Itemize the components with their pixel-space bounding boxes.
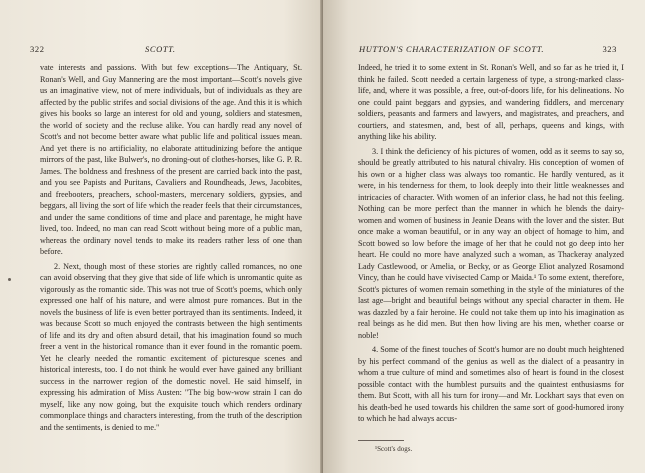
right-page [323, 0, 645, 473]
paragraph: 3. I think the deficiency of his pictures of women, odd as it seems to say so, should be greatly attributed to his natural chivalry. His conception of women of his own or a higher class was always too romantic. He hardly ventured, as it were, in his tenderness for them, to look deeply into their little weaknesses and intricacies of character. With women of an inferior class, he had not this feeling. Nothing can be more perfect than the manner in which he blends the dairy-women and women of business in Jeanie Deans with the lover and the sister. But once make a woman beautiful, or in any way an object of homage to him, and Scott bowed so low before the image of her that he could not go deep into her heart. He could no more have analyzed such a woman, as Thackeray analyzed Lady Castlewood, or Amelia, or Becky, or as George Eliot analyzed Rosamond Vincy, than he could have vivisected Camp or Maida.¹ To some extent, therefore, Scott's pictures of women remain something in the style of the miniatures of the last age—bright and beautiful beings without any special character in them. He was dazzled by a fair heroine. He could not take them up into his imagination as real beings as he did men. But then how living are his men, whether coarse or noble! [358, 146, 624, 340]
left-running-head: SCOTT. [145, 44, 176, 54]
right-page-number: 323 [602, 44, 617, 54]
left-page-number: 322 [30, 44, 45, 54]
paragraph: 2. Next, though most of these stories are rightly called romances, no one can avoid observing that they give that side of life which is unromantic quite as vigorously as the romantic side. This was not true of Scott's poems, which only expressed one half of his nature, and were almost pure romances. But in the novels the business of life is even better portrayed than its sentiments. Indeed, it was because Scott so much enjoyed the contrasts between the high sentiments of life and its dry and often absurd detail, that his imagination found so much freer a vent in the historical romance than it ever found in the romantic poem. Yet he clearly needed the romantic excitement of picturesque scenes and historical interests, too. I do not think he would ever have gained any brilliant success in the narrower region of the domestic novel. He said himself, in expressing his admiration of Miss Austen: "The big bow-wow strain I can do myself, like any now going, but the exquisite touch which renders ordinary commonplace things and characters interesting, from the truth of the description and the sentiments, is denied to me." [40, 261, 302, 432]
paragraph: Indeed, he tried it to some extent in St. Ronan's Well, and so far as he tried it, I think he failed. Scott needed a certain largeness of type, a strong-marked class-life, and, where it was possible, a free, out-of-doors life, for his delineations. No one could paint beggars and gypsies, and wandering fiddlers, and mercenary soldiers, peasants and farmers and lawyers, and magistrates, and preachers, and courtiers, and statesmen, and, best of all, perhaps, queens and kings, with anything like his ability. [358, 63, 624, 141]
left-page-body [40, 62, 302, 433]
right-running-head: HUTTON'S CHARACTERIZATION OF SCOTT. [359, 44, 545, 54]
page-mark [8, 278, 11, 281]
footnote: ¹Scott's dogs. [375, 445, 413, 453]
paragraph: 4. Some of the finest touches of Scott's humor are no doubt much heightened by his perfect command of the genius as well as the dialect of a peasantry in whom a true culture of mind and sometimes also of heart is found in the closest possible contact with the humblest pursuits and the quaintest enthusiasms for them. But Scott, with all his turn for irony—and Mr. Lockhart says that even on his death-bed he used towards his children the same sort of good-humored irony to which he had always accus- [358, 345, 624, 423]
left-page [0, 0, 322, 473]
right-page-body [358, 62, 624, 425]
footnote-rule [358, 440, 404, 441]
paragraph: vate interests and passions. With but few exceptions—The Antiquary, St. Ronan's Well, and Guy Mannering are the most important—Scott's novels give us an imaginative view, not of mere individuals, but of individuals as they are affected by the public strifes and social divisions of the age. And this it is which gives his books so large an interest for old and young, soldiers and statesmen, the world of society and the recluse alike. You can hardly read any novel of Scott's and not become better aware what public life and political issues mean. And yet there is no artificiality, no elaborate attitudinizing before the antique mirrors of the past, like Bulwer's, no droning-out of clothes-horses, like G. P. R. James. The boldness and freshness of the present are carried back into the past, and you see Papists and Puritans, Cavaliers and Roundheads, Jews, Jacobites, and freebooters, preachers, school-masters, mercenary soldiers, gypsies, and beggars, all living the sort of life which the reader feels that their circumstances, and under the same conditions of time and place and parentage, he might have lived, too. Indeed, no man can read Scott without being more of a public man, whereas the ordinary novel tends to make its readers rather less of one than before. [40, 63, 302, 256]
